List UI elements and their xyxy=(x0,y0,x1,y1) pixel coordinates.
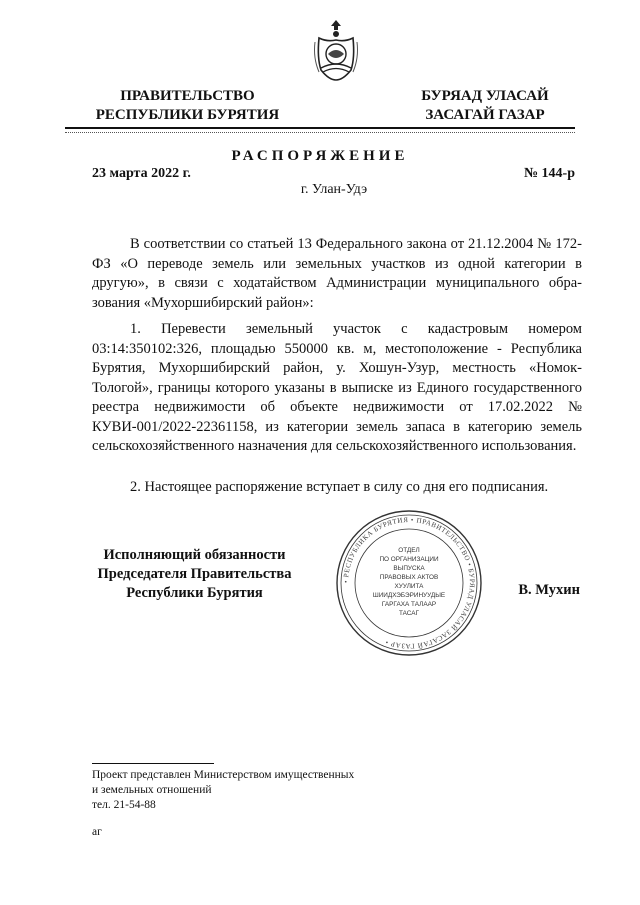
header-right xyxy=(390,87,580,125)
seal-line-3: ВЫПУСКА xyxy=(393,565,425,572)
document-title: РАСПОРЯЖЕНИЕ xyxy=(231,148,409,164)
document-date: 23 марта 2022 г. xyxy=(92,166,191,181)
seal-ring-text: • РЕСПУБЛИКА БУРЯТИЯ • ПРАВИТЕЛЬСТВО • БУРЯАД УЛАСАЙ ЗАСАГАЙ ГАЗАР • xyxy=(341,515,477,651)
seal-line-2: ПО ОРГАНИЗАЦИИ xyxy=(379,556,439,563)
header-left-line2: РЕСПУБЛИКИ БУРЯТИЯ xyxy=(95,107,280,123)
clause-2-paragraph: 2. Настоящее распоряжение вступает в силу со дня его подписания. xyxy=(130,479,549,495)
seal-line-5: ХУУЛИТА xyxy=(394,583,424,590)
seal-line-6: ШИИДХЭБЭРИНУУДЫЕ xyxy=(372,592,446,599)
footer-note xyxy=(92,768,354,813)
signatory-position xyxy=(92,546,297,603)
signatory-position-line3: Республики Бурятия xyxy=(126,585,263,601)
footer-line2: и земельных отношений xyxy=(92,784,212,796)
header-left xyxy=(85,87,290,125)
signatory-position-line1: Исполняющий обязанности xyxy=(103,547,286,563)
header-rule xyxy=(65,127,575,129)
signatory-name: В. Мухин xyxy=(518,582,580,598)
footer-rule xyxy=(92,763,214,764)
seal-line-1: ОТДЕЛ xyxy=(398,547,420,554)
footer-line1: Проект представлен Министерством имущественных xyxy=(92,769,355,781)
official-seal-icon xyxy=(334,508,484,658)
header-right-line1: БУРЯАД УЛАСАЙ xyxy=(421,88,549,104)
footer-line3: тел. 21-54-88 xyxy=(92,799,156,811)
header-left-line1: ПРАВИТЕЛЬСТВО xyxy=(120,88,255,104)
clause-1-paragraph: 1. Перевести земельный участок с кадастровым номером 03:14:350102:326, площадью 550000 кв. м, местоположение - Республика Бурятия, Мухоршибирский район, у. Хошун-Узур, местность «Номок-Тологой», границы которого указаны в выписке из Единого государственного реестра недвижимости об объекте недвижимости от 17.02.2022 № КУВИ-001/2022-22361158, из категории земель запаса в категорию земель сельскохозяйственного назначения для сельскохозяйственного использования. xyxy=(92,321,582,454)
seal-line-8: ТАСАГ xyxy=(398,610,420,617)
coat-of-arms-icon xyxy=(311,18,361,82)
executor-initials: аг xyxy=(92,826,102,838)
header-dotted-rule xyxy=(65,132,575,133)
header-right-line2: ЗАСАГАЙ ГАЗАР xyxy=(425,107,545,123)
document-number: № 144-р xyxy=(523,166,575,181)
seal-line-4: ПРАВОВЫХ АКТОВ xyxy=(379,574,439,581)
signatory-position-line2: Председателя Правительства xyxy=(97,566,292,582)
seal-line-7: ГАРГАХА ТАЛААР xyxy=(381,601,437,608)
document-city: г. Улан-Удэ xyxy=(300,182,368,197)
preamble-paragraph: В соответствии со статьей 13 Федерального закона от 21.12.2004 № 172-ФЗ «О переводе земель или земельных участков из одной категории в другую», в связи с ходатайством Администрации муниципального образования «Мухоршибирский район»: xyxy=(92,236,582,311)
